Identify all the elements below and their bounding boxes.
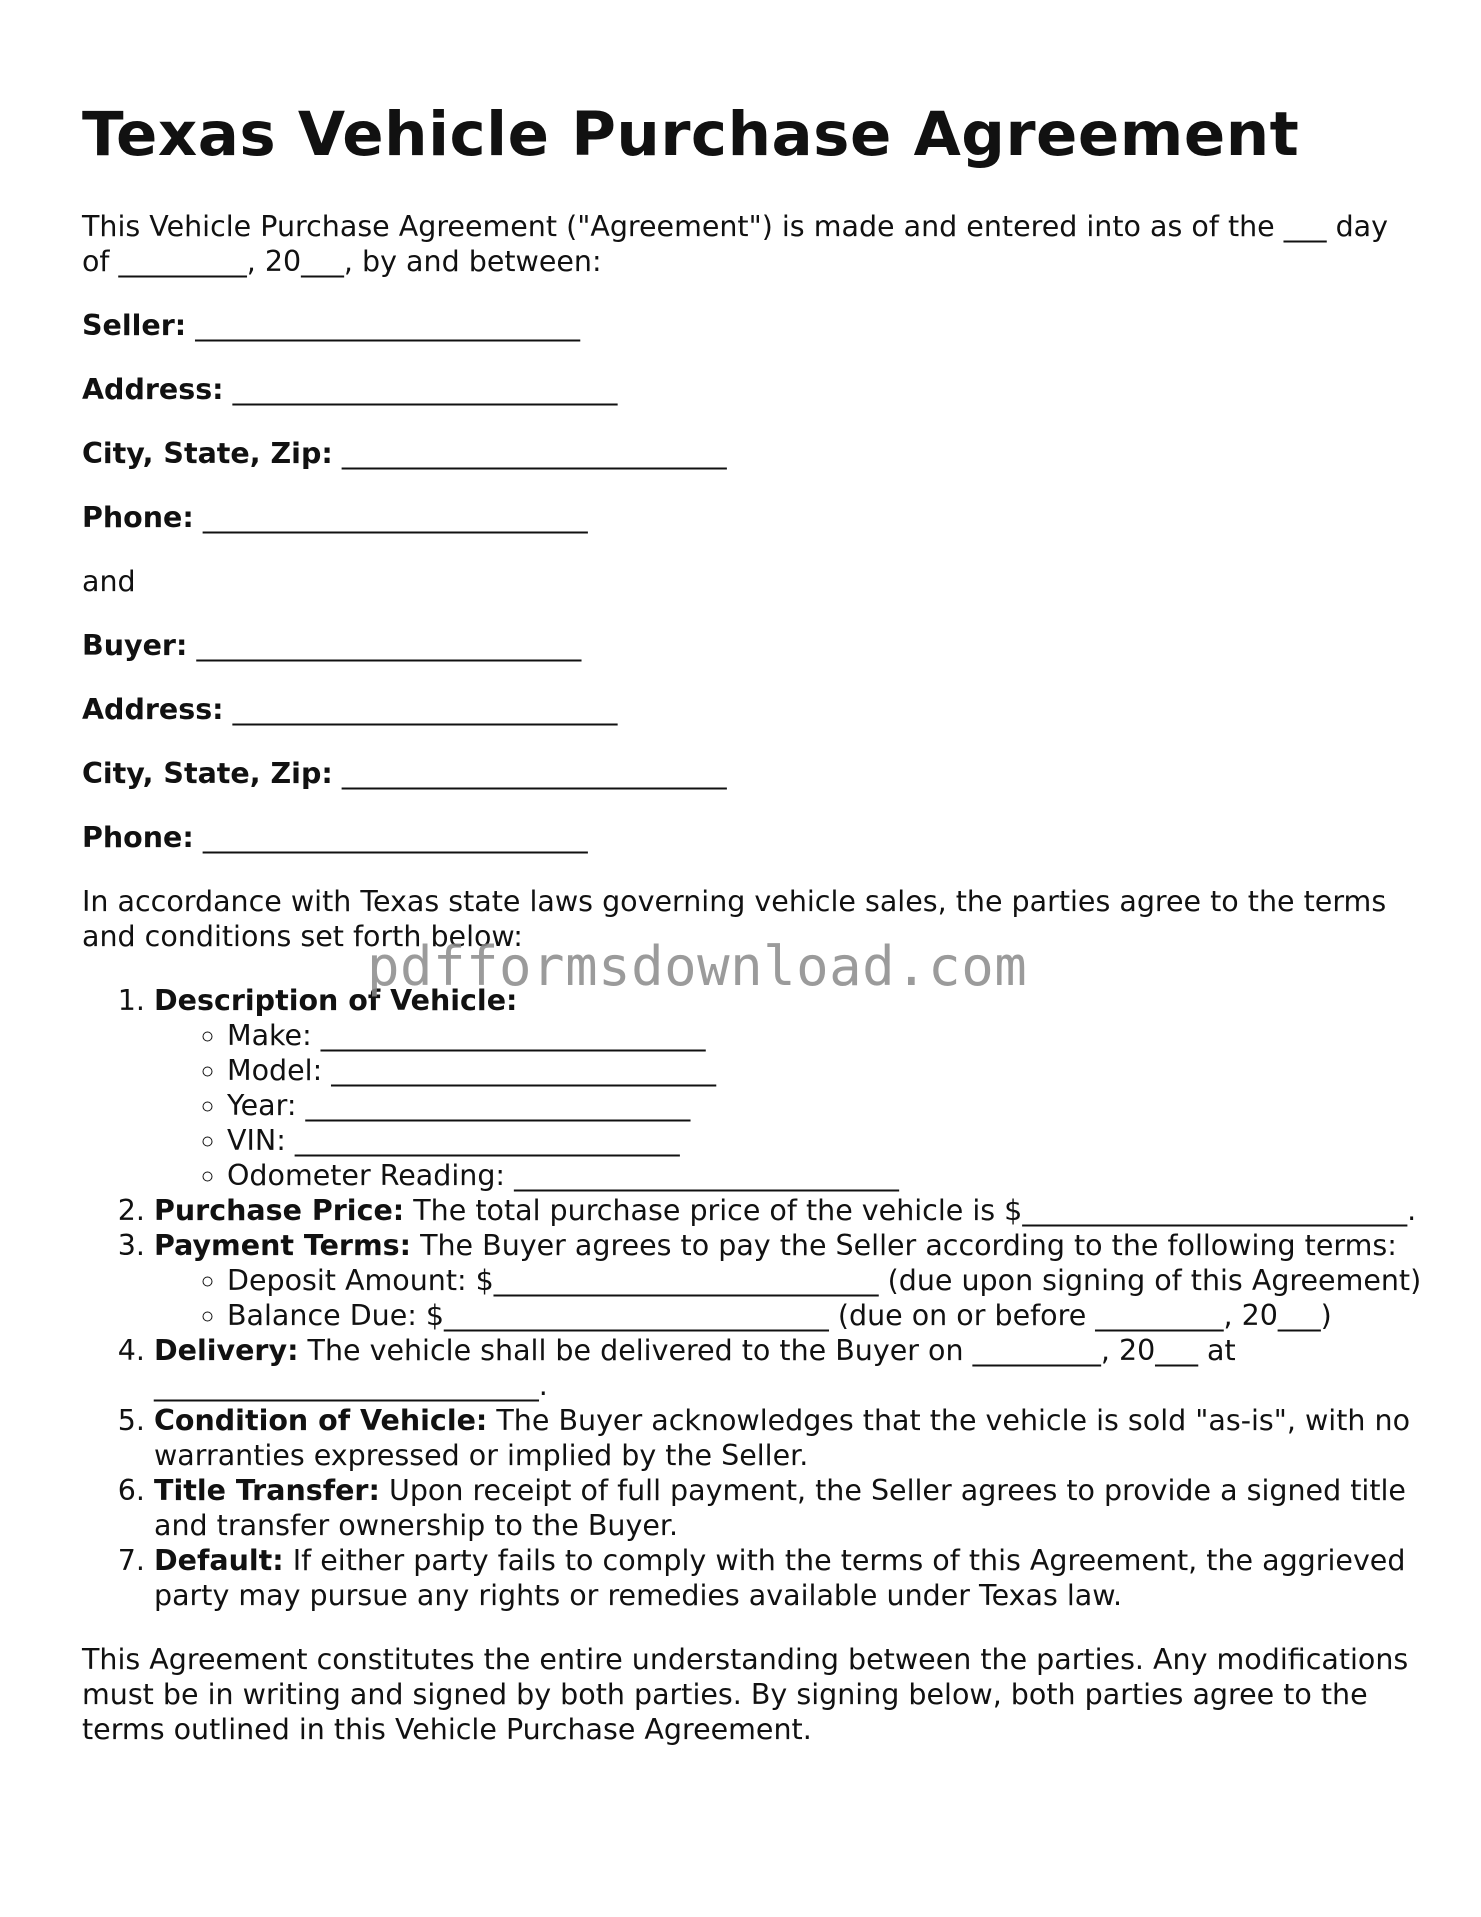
deposit-item: ◦ Deposit Amount: $___________________________ (due upon signing of this Agreement) <box>227 1263 1422 1298</box>
term-heading: Description of Vehicle: <box>154 984 518 1018</box>
seller-name-field <box>82 308 1422 343</box>
term-text: The Buyer acknowledges that the vehicle is sold "as-is", with no warranties expressed or implied by the Seller. <box>154 1404 1411 1473</box>
buyer-city-field <box>82 756 1422 791</box>
term-title-transfer <box>154 1473 1422 1543</box>
and-separator: and <box>82 565 136 599</box>
intro-paragraph: This Vehicle Purchase Agreement ("Agreement") is made and entered into as of the ___ day of _________, 20___, by and between: <box>82 210 1389 279</box>
term-text: The vehicle shall be delivered to the Buyer on _________, 20___ at ___________________________. <box>154 1334 1236 1403</box>
field-label: Address: <box>82 693 224 727</box>
seller-address-field <box>82 372 1422 407</box>
balance-item: ◦ Balance Due: $___________________________ (due on or before _________, 20___) <box>227 1298 1422 1333</box>
term-text: Upon receipt of full payment, the Seller agrees to provide a signed title and transfer ownership to the Buyer. <box>154 1474 1406 1543</box>
vehicle-vin-item: ◦ VIN: ___________________________ <box>227 1123 1422 1158</box>
term-heading: Purchase Price: <box>154 1194 405 1228</box>
payment-list <box>154 1263 1422 1333</box>
buyer-phone-field <box>82 820 1422 855</box>
vehicle-make-item: ◦ Make: ___________________________ <box>227 1018 1422 1053</box>
field-label: Address: <box>82 373 224 407</box>
buyer-name-field <box>82 628 1422 663</box>
term-description <box>154 983 1422 1193</box>
term-heading: Condition of Vehicle: <box>154 1404 488 1438</box>
term-condition <box>154 1403 1422 1473</box>
document-page <box>82 98 1422 1747</box>
field-label: City, State, Zip: <box>82 757 333 791</box>
field-label: Seller: <box>82 309 187 343</box>
seller-city-field <box>82 436 1422 471</box>
watermark: pdfformsdownload.com <box>367 935 1028 998</box>
vehicle-details-list <box>154 1018 1422 1193</box>
field-blank: ___________________________ <box>202 501 588 535</box>
field-blank: ___________________________ <box>232 373 618 407</box>
field-blank: ___________________________ <box>341 437 727 471</box>
field-blank: ___________________________ <box>195 309 580 343</box>
term-text: The Buyer agrees to pay the Seller according to the following terms: <box>420 1229 1397 1263</box>
terms-list <box>82 983 1422 1613</box>
vehicle-odometer-item: ◦ Odometer Reading: ___________________________ <box>227 1158 1422 1193</box>
field-blank: ___________________________ <box>341 757 727 791</box>
term-heading: Delivery: <box>154 1334 299 1368</box>
term-payment <box>154 1228 1422 1333</box>
buyer-address-field <box>82 692 1422 727</box>
field-label: City, State, Zip: <box>82 437 333 471</box>
term-heading: Payment Terms: <box>154 1229 412 1263</box>
field-label: Phone: <box>82 501 194 535</box>
term-text: If either party fails to comply with the terms of this Agreement, the aggrieved party may pursue any rights or remedies available under Texas law. <box>154 1544 1406 1613</box>
term-heading: Default: <box>154 1544 284 1578</box>
term-heading: Title Transfer: <box>154 1474 380 1508</box>
term-delivery <box>154 1333 1422 1403</box>
field-label: Buyer: <box>82 629 188 663</box>
vehicle-year-item: ◦ Year: ___________________________ <box>227 1088 1422 1123</box>
term-default <box>154 1543 1422 1613</box>
field-blank: ___________________________ <box>232 693 618 727</box>
term-purchase-price <box>154 1193 1422 1228</box>
field-blank: ___________________________ <box>202 821 588 855</box>
terms-intro-paragraph: In accordance with Texas state laws governing vehicle sales, the parties agree to the terms and conditions set forth below: <box>82 885 1387 954</box>
field-label: Phone: <box>82 821 194 855</box>
closing-paragraph: This Agreement constitutes the entire understanding between the parties. Any modifications must be in writing and signed by both parties. By signing below, both parties agree to the terms outlined in this Vehicle Purchase Agreement. <box>82 1643 1409 1747</box>
vehicle-model-item: ◦ Model: ___________________________ <box>227 1053 1422 1088</box>
document-title: Texas Vehicle Purchase Agreement <box>82 99 1300 170</box>
field-blank: ___________________________ <box>196 629 582 663</box>
seller-phone-field <box>82 500 1422 535</box>
term-text: The total purchase price of the vehicle is $___________________________. <box>413 1194 1417 1228</box>
